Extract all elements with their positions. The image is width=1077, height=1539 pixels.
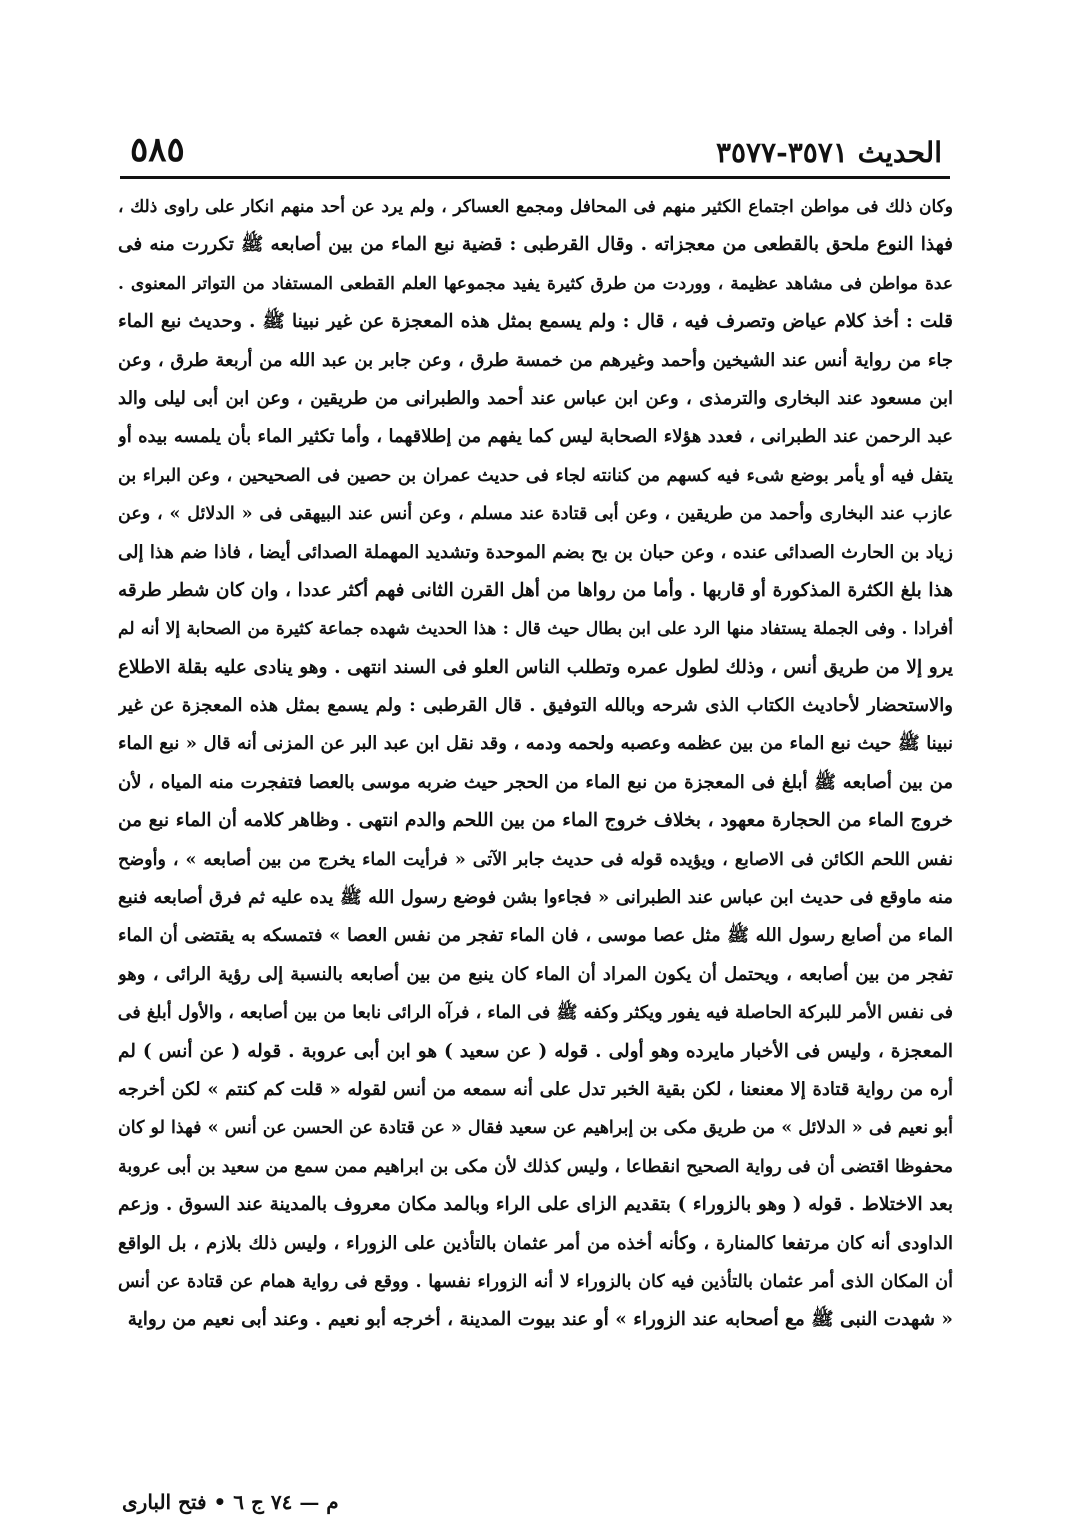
text-line: والاستحضار لأحاديث الكتاب الذى شرحه وبالله التوفيق . قال القرطبى : ولم يسمع بمثل هذه المعجزة عن غير — [118, 695, 953, 717]
text-line: بعد الاختلاط . قوله ( وهو بالزوراء ) بتقديم الزاى على الراء وبالمد مكان معروف بالمدينة عند السوق . وزعم — [118, 1194, 953, 1216]
text-line: نفس اللحم الكائن فى الاصابع ، ويؤيده قوله فى حديث جابر الآتى « فرأيت الماء يخرج من بين أصابعه » ، وأوضح — [118, 849, 953, 870]
text-line: يرو إلا من طريق أنس ، وذلك لطول عمره وتطلب الناس العلو فى السند انتهى . وهو ينادى عليه بقلة الاطلاع — [118, 656, 953, 678]
text-line: خروج الماء من الحجارة معهود ، بخلاف خروج الماء من بين اللحم والدم انتهى . وظاهر كلامه أن الماء نبع من — [118, 810, 953, 832]
text-line: أبو نعيم فى « الدلائل » من طريق مكى بن إبراهيم عن سعيد فقال « عن قتادة عن الحسن عن أنس » فهذا لو كان — [118, 1118, 953, 1139]
text-line: جاء من رواية أنس عند الشيخين وأحمد وغيرهم من خمسة طرق ، وعن جابر بن عبد الله من أربعة طرق ، وعن — [118, 349, 953, 371]
text-line: الداودى أنه كان مرتفعا كالمنارة ، وكأنه أخذه من أمر عثمان بالتأذين على الزوراء ، وليس ذلك بلازم ، بل الواقع — [118, 1232, 953, 1254]
text-line: عازب عند البخارى وأحمد من طريقين ، وعن أبى قتادة عند مسلم ، وعن أنس عند البيهقى فى « الدلائل » ، وعن — [118, 504, 953, 525]
text-line: منه ماوقع فى حديث ابن عباس عند الطبرانى « فجاءوا بشن فوضع رسول الله ﷺ يده عليه ثم فرق أصابعه فنبع — [118, 887, 953, 909]
text-line: أفرادا . وفى الجملة يستفاد منها الرد على ابن بطال حيث قال : هذا الحديث شهده جماعة كثيرة من الصحابة إلا أنه لم — [118, 619, 953, 640]
text-line: أره من رواية قتادة إلا معنعنا ، لكن بقية الخبر تدل على أنه سمعه من أنس لقوله « قلت كم كنتم » لكن أخرجه — [118, 1078, 953, 1100]
page-header — [120, 128, 950, 176]
text-line: ابن مسعود عند البخارى والترمذى ، وعن ابن عباس عند أحمد والطبرانى من طريقين ، وعن ابن أبى ليلى والد — [118, 387, 953, 409]
text-line: من بين أصابعه ﷺ أبلغ فى المعجزة من نبع الماء من الحجر حيث ضربه موسى بالعصا فتفجرت منه المياه ، لأن — [118, 771, 953, 793]
running-title: الحديث ٣٥٧١-٣٥٧٧ — [715, 136, 942, 169]
text-line: « شهدت النبى ﷺ مع أصحابه عند الزوراء » أو عند بيوت المدينة ، أخرجه أبو نعيم . وعند أبى نعيم من رواية — [127, 1309, 953, 1331]
text-line: عبد الرحمن عند الطبرانى ، فعدد هؤلاء الصحابة ليس كما يفهم من إطلاقهما ، وأما تكثير الماء بأن يلمسه بيده أو — [118, 426, 953, 448]
text-line: قلت : أخذ كلام عياض وتصرف فيه ، قال : ولم يسمع بمثل هذه المعجزة عن غير نبينا ﷺ . وحديث نبع الماء — [118, 311, 953, 333]
text-line: فى نفس الأمر للبركة الحاصلة فيه يفور ويكثر وكفه ﷺ فى الماء ، فرآه الرائى نابعا من بين أصابعه ، والأول أبلغ فى — [118, 1003, 953, 1024]
text-line: يتفل فيه أو يأمر بوضع شىء فيه كسهم من كنانته لجاء فى حديث عمران بن حصين فى الصحيحين ، وعن البراء بن — [118, 465, 953, 486]
page-footer: م — ٧٤ ج ٦ • فتح البارى — [122, 1490, 339, 1514]
text-line: الماء من أصابع رسول الله ﷺ مثل عصا موسى ، فان الماء تفجر من نفس العصا » فتمسكه به يقتضى أن الماء — [118, 925, 953, 947]
header-rule — [120, 176, 950, 179]
body-text — [118, 188, 953, 1340]
text-line: المعجزة ، وليس فى الأخبار مايرده وهو أولى . قوله ( عن سعيد ) هو ابن أبى عروبة . قوله ( عن أنس ) لم — [118, 1040, 953, 1062]
text-line: محفوظا اقتضى أن فى رواية الصحيح انقطاعا ، وليس كذلك لأن مكى بن ابراهيم ممن سمع من سعيد بن أبى عروبة — [118, 1156, 953, 1177]
text-line: هذا بلغ الكثرة المذكورة أو قاربها . وأما من رواها من أهل القرن الثانى فهم أكثر عددا ، وان كان شطر طرقه — [118, 579, 953, 601]
text-line: زياد بن الحارث الصدائى عنده ، وعن حبان بن بح بضم الموحدة وتشديد المهملة الصدائى أيضا ، فاذا ضم هذا إلى — [118, 541, 953, 563]
text-line: فهذا النوع ملحق بالقطعى من معجزاته . وقال القرطبى : قضية نبع الماء من بين أصابعه ﷺ تكررت منه فى — [118, 234, 953, 256]
text-line: عدة مواطن فى مشاهد عظيمة ، ووردت من طرق كثيرة يفيد مجموعها العلم القطعى المستفاد من التواتر المعنوى . — [118, 273, 953, 294]
text-line: نبينا ﷺ حيث نبع الماء من بين عظمه وعصبه ولحمه ودمه ، وقد نقل ابن عبد البر عن المزنى أنه قال « نبع الماء — [118, 733, 953, 755]
text-line: وكان ذلك فى مواطن اجتماع الكثير منهم فى المحافل ومجمع العساكر ، ولم يرد عن أحد منهم انكار على راوى ذلك ، — [118, 197, 953, 217]
page-number: ٥٨٥ — [130, 130, 185, 170]
text-line: تفجر من بين أصابعه ، ويحتمل أن يكون المراد أن الماء كان ينبع من بين أصابعه بالنسبة إلى رؤية الرائى ، وهو — [118, 963, 953, 985]
text-line: أن المكان الذى أمر عثمان بالتأذين فيه كان بالزوراء لا أنه الزوراء نفسها . ووقع فى رواية همام عن قتادة عن أنس — [118, 1271, 953, 1292]
